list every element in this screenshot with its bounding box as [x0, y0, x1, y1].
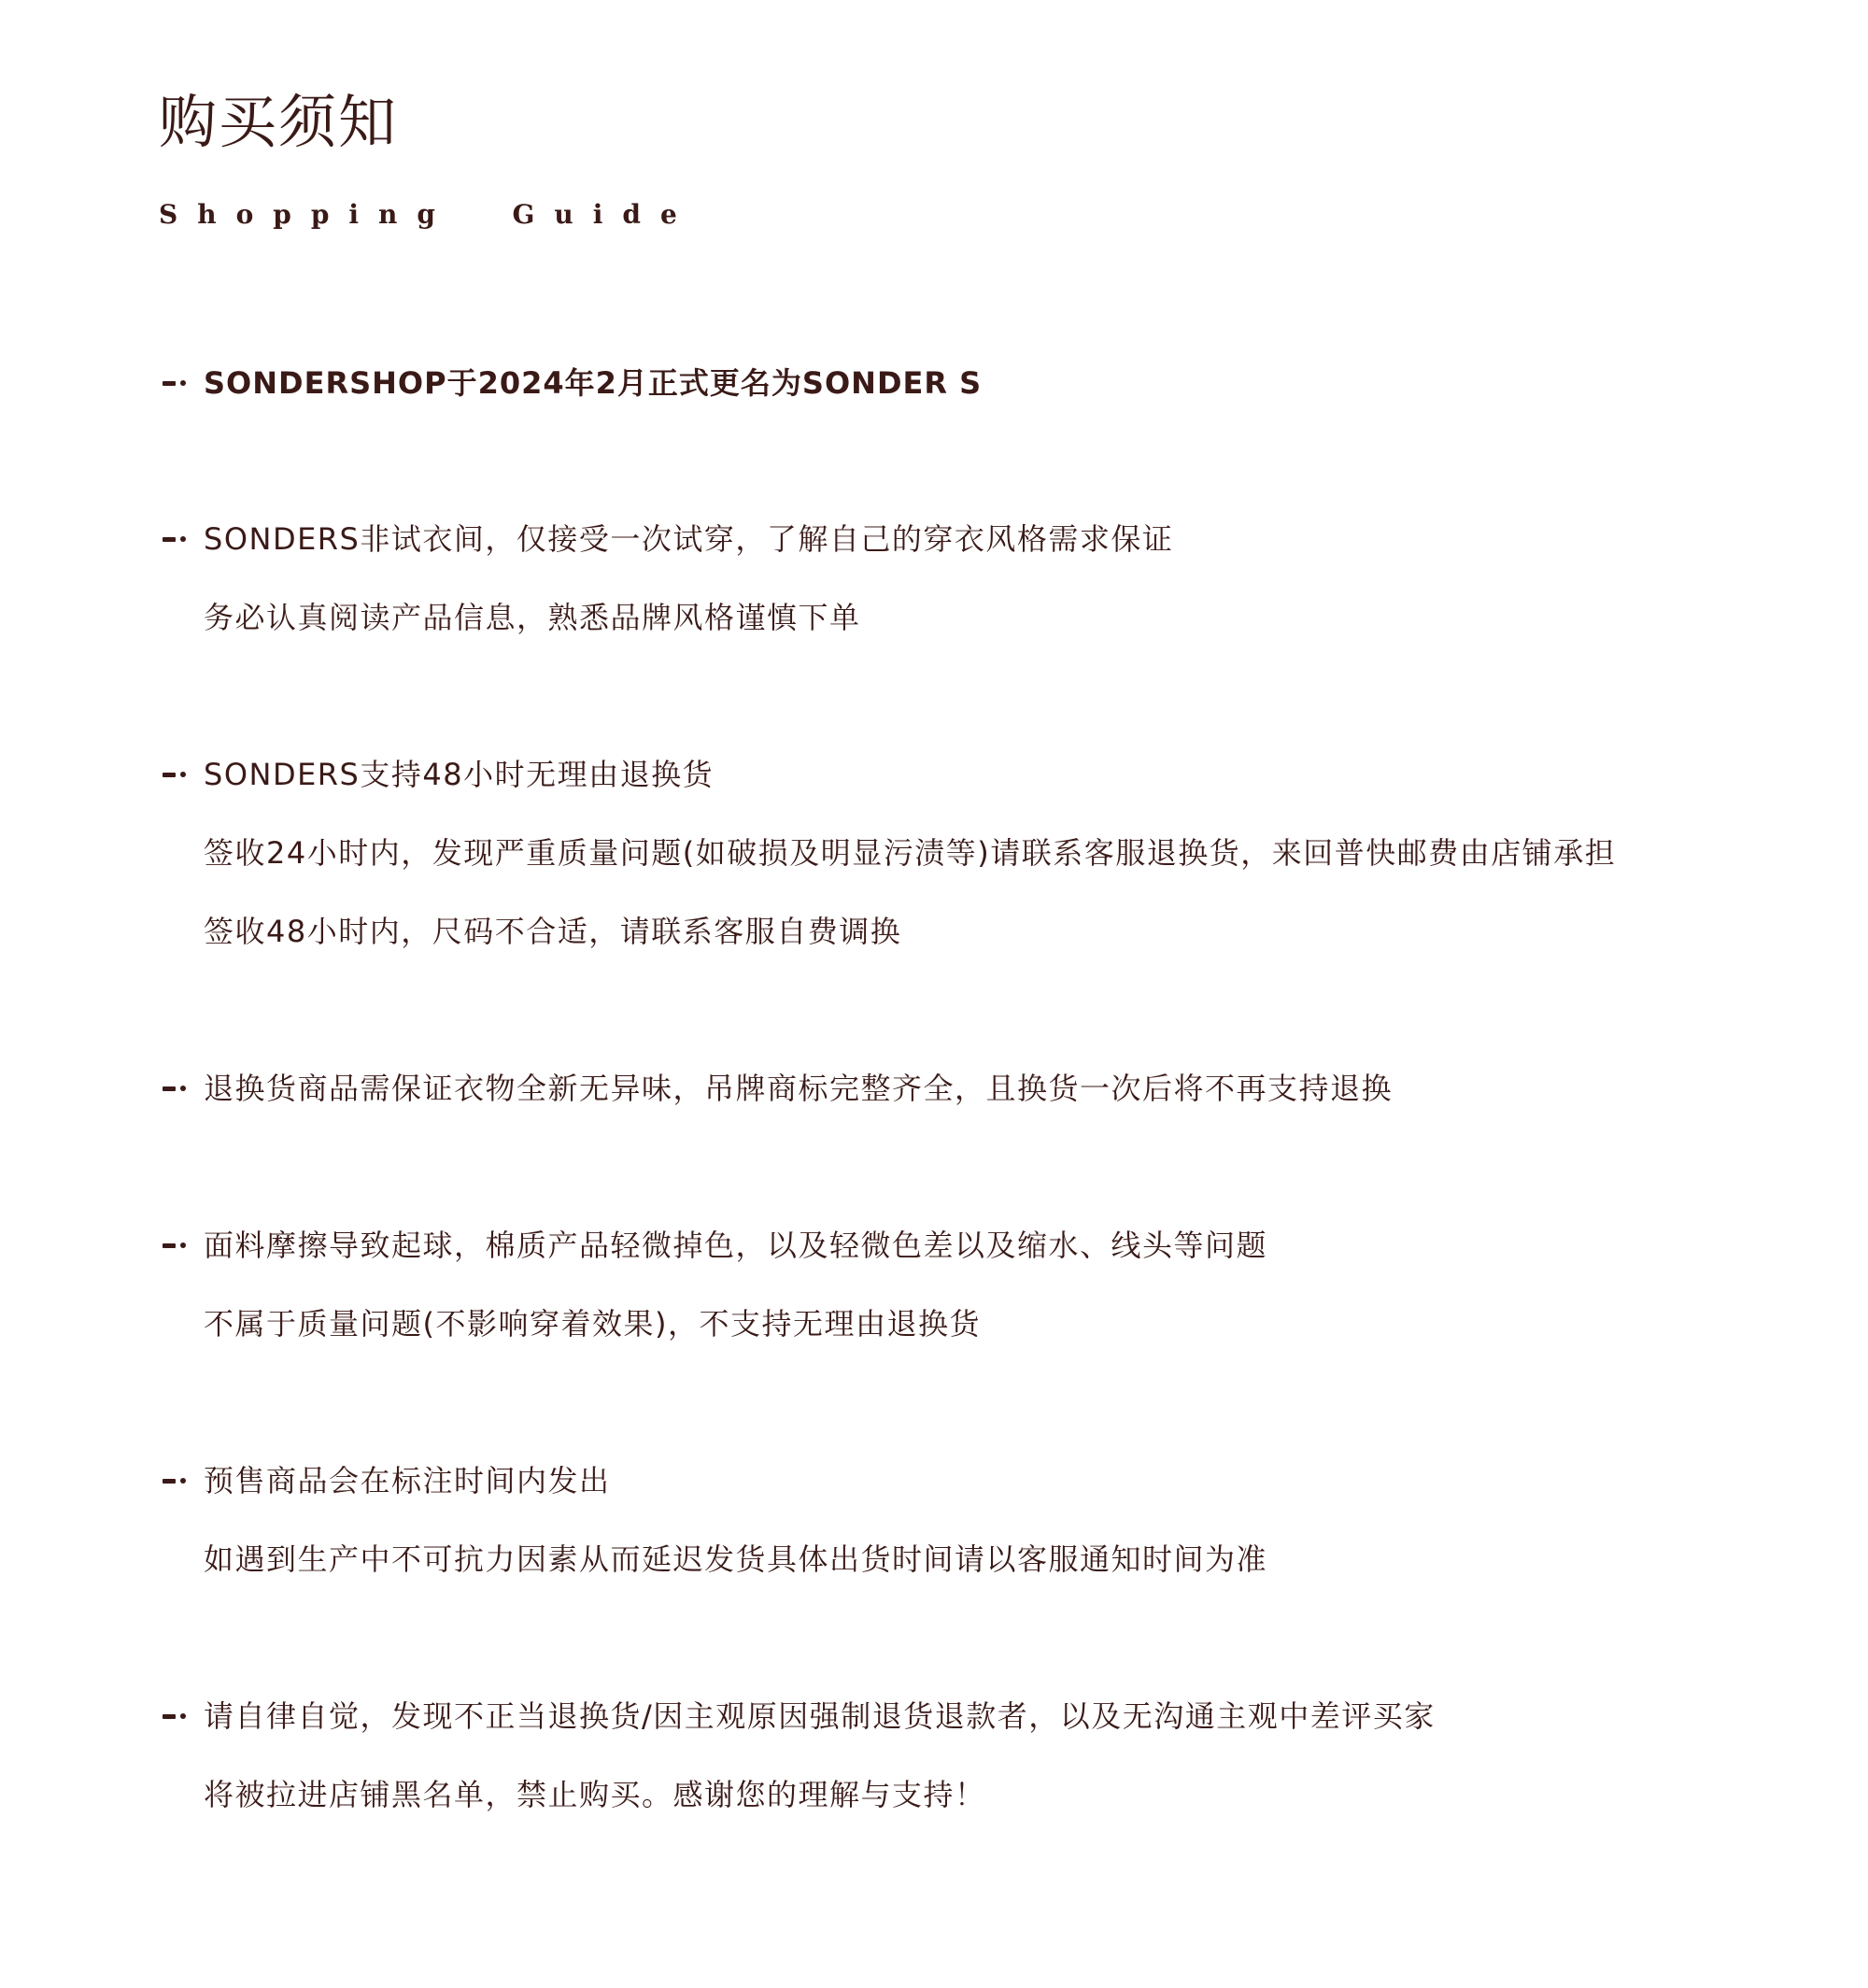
notice-detail: 如遇到生产中不可抗力因素从而延迟发货具体出货时间请以客服通知时间为准	[204, 1541, 1268, 1577]
notice-headline: 请自律自觉，发现不正当退换货/因主观原因强制退货退款者，以及无沟通主观中差评买家	[204, 1698, 1436, 1734]
notice-detail: 签收48小时内，尺码不合适，请联系客服自费调换	[204, 914, 902, 949]
notice-item-try-on	[163, 520, 1844, 636]
notice-headline: SONDERS支持48小时无理由退换货	[204, 757, 715, 792]
page-title: 购买须知	[159, 88, 399, 156]
notice-detail: 将被拉进店铺黑名单，禁止购买。感谢您的理解与支持！	[204, 1777, 986, 1812]
bullet-icon	[163, 1462, 204, 1499]
bullet-icon	[163, 1227, 204, 1264]
notice-headline: SONDERS非试衣间，仅接受一次试穿，了解自己的穿衣风格需求保证	[204, 521, 1174, 557]
notice-item-return-condition	[163, 1070, 1844, 1107]
notice-item-fabric	[163, 1227, 1844, 1342]
notice-headline: 预售商品会在标注时间内发出	[204, 1463, 611, 1498]
notice-item-rename	[163, 364, 1844, 402]
notice-item-return-policy	[163, 756, 1844, 950]
bullet-icon	[163, 756, 204, 793]
notice-item-blacklist	[163, 1697, 1844, 1813]
bullet-icon	[163, 1070, 204, 1107]
notice-headline: SONDERSHOP于2024年2月正式更名为SONDER S	[204, 365, 983, 401]
bullet-icon	[163, 520, 204, 558]
notice-detail: 务必认真阅读产品信息，熟悉品牌风格谨慎下单	[204, 600, 861, 635]
notice-item-presale	[163, 1462, 1844, 1578]
notice-detail: 不属于质量问题(不影响穿着效果)，不支持无理由退换货	[204, 1306, 981, 1342]
notice-headline: 退换货商品需保证衣物全新无异味，吊牌商标完整齐全，且换货一次后将不再支持退换	[204, 1071, 1394, 1106]
bullet-icon	[163, 1697, 204, 1735]
bullet-icon	[163, 364, 204, 402]
notice-detail: 签收24小时内，发现严重质量问题(如破损及明显污渍等)请联系客服退换货，来回普快邮费由店铺承担	[204, 835, 1617, 871]
page-subtitle: Shopping Guide	[159, 199, 697, 230]
notice-headline: 面料摩擦导致起球，棉质产品轻微掉色，以及轻微色差以及缩水、线头等问题	[204, 1228, 1268, 1263]
